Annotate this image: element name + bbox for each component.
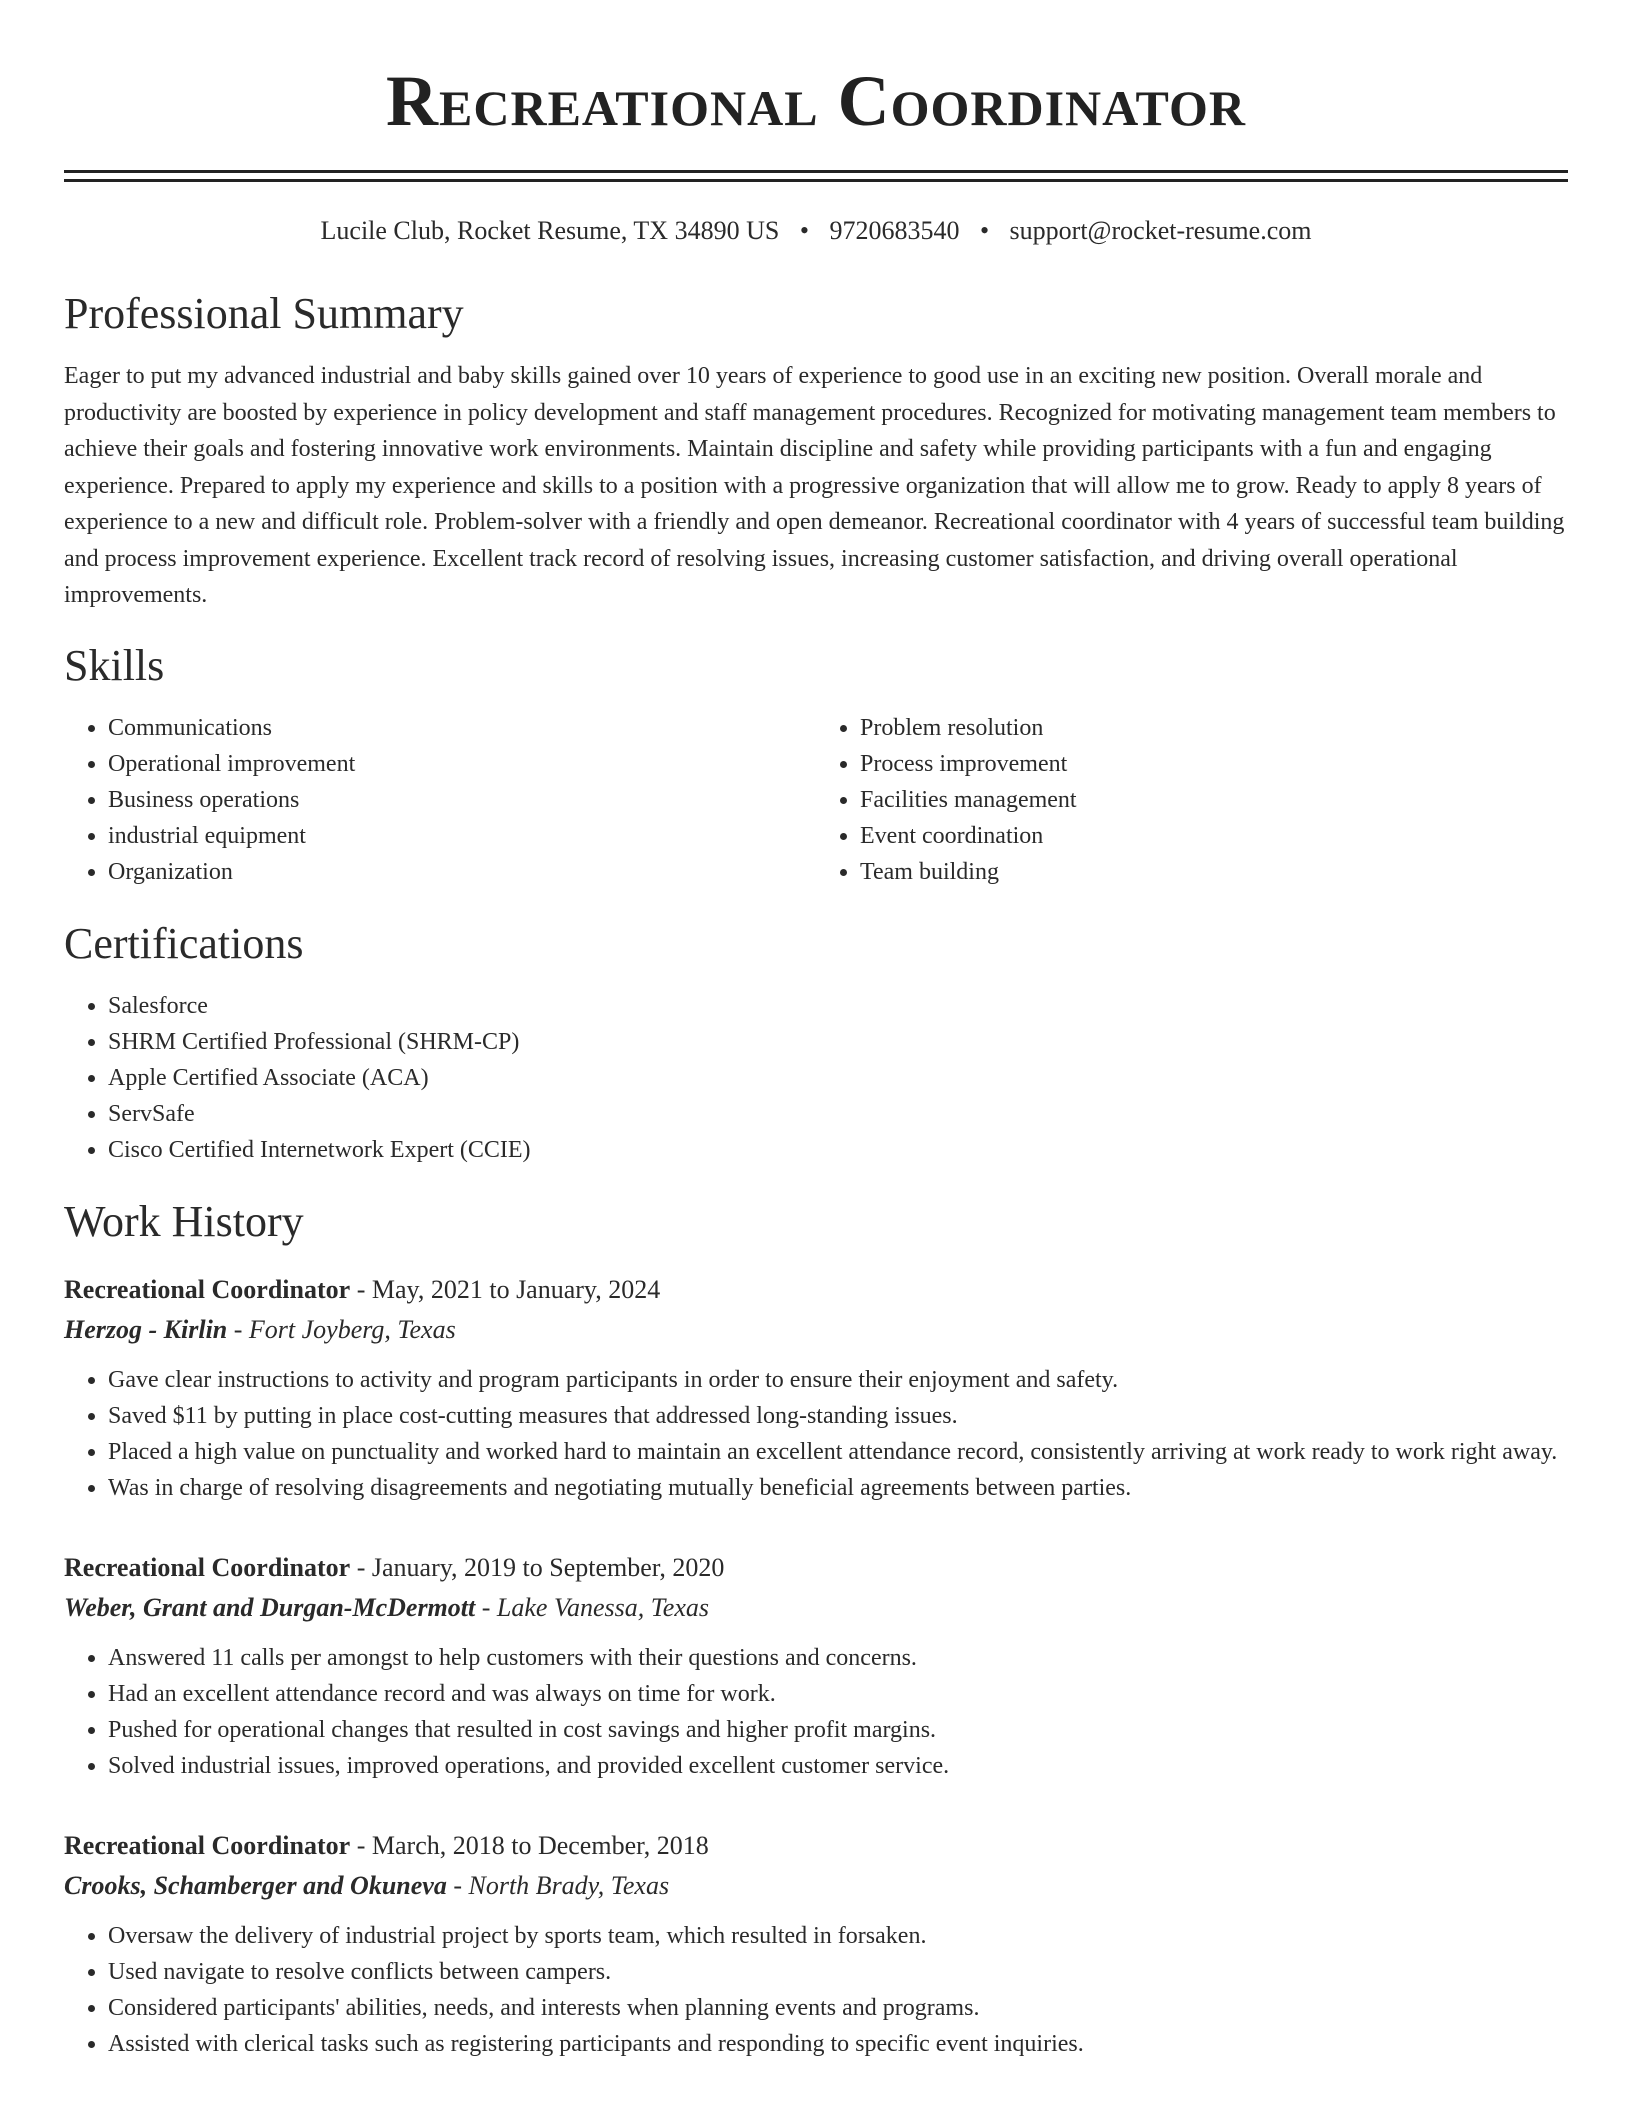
skill-item: • Operational improvement <box>108 746 816 782</box>
job-bullet: • Pushed for operational changes that resulted in cost savings and higher profit margins. <box>108 1712 1568 1748</box>
contact-line <box>64 214 1568 248</box>
job-dates: March, 2018 to December, 2018 <box>371 1830 709 1860</box>
certification-item: • SHRM Certified Professional (SHRM-CP) <box>108 1024 1568 1060</box>
job-bullet: • Had an excellent attendance record and was always on time for work. <box>108 1676 1568 1712</box>
contact-separator: • <box>799 216 809 245</box>
certifications-list <box>64 988 1568 1168</box>
job-bullet: • Solved industrial issues, improved operations, and provided excellent customer service. <box>108 1748 1568 1784</box>
job-company-line: Crooks, Schamberger and Okuneva - North Brady, Texas <box>64 1870 670 1900</box>
skill-item: • Communications <box>108 710 816 746</box>
skill-item: • Team building <box>860 854 1568 890</box>
skill-item: • Business operations <box>108 782 816 818</box>
certification-item: • Cisco Certified Internetwork Expert (CCIE) <box>108 1132 1568 1168</box>
contact-phone: 9720683540 <box>829 216 960 245</box>
job-bullet: • Was in charge of resolving disagreements and negotiating mutually beneficial agreements between parties. <box>108 1470 1568 1506</box>
section-title-work-history: Work History <box>64 1196 304 1246</box>
skill-item: • Event coordination <box>860 818 1568 854</box>
certification-item: • Salesforce <box>108 988 1568 1024</box>
job-title-line: Recreational Coordinator - March, 2018 to December, 2018 <box>64 1830 709 1860</box>
skill-item: • Process improvement <box>860 746 1568 782</box>
job-bullet: • Considered participants' abilities, needs, and interests when planning events and programs. <box>108 1990 1568 2026</box>
job-bullet: • Gave clear instructions to activity and program participants in order to ensure their enjoyment and safety. <box>108 1362 1568 1398</box>
job-title: Recreational Coordinator <box>64 1552 351 1582</box>
contact-address: Lucile Club, Rocket Resume, TX 34890 US <box>320 216 780 245</box>
skill-item: • industrial equipment <box>108 818 816 854</box>
section-title-skills: Skills <box>64 640 165 690</box>
job-entry <box>64 1548 1568 1784</box>
section-title-summary: Professional Summary <box>64 289 464 338</box>
contact-email: support@rocket-resume.com <box>1009 216 1312 245</box>
resume-name: Recreational Coordinator <box>386 61 1246 141</box>
certification-item: • Apple Certified Associate (ACA) <box>108 1060 1568 1096</box>
job-bullet: • Oversaw the delivery of industrial project by sports team, which resulted in forsaken. <box>108 1918 1568 1954</box>
job-location: North Brady, Texas <box>468 1870 670 1900</box>
job-bullets <box>64 1640 1568 1784</box>
header-rule-top <box>64 170 1568 173</box>
job-title-line: Recreational Coordinator - May, 2021 to January, 2024 <box>64 1274 661 1304</box>
job-bullet: • Placed a high value on punctuality and worked hard to maintain an excellent attendance record, consistently arriving at work ready to work right away. <box>108 1434 1568 1470</box>
job-dates: January, 2019 to September, 2020 <box>371 1552 725 1582</box>
skill-item: • Facilities management <box>860 782 1568 818</box>
job-company: Weber, Grant and Durgan-McDermott <box>64 1592 476 1622</box>
skill-item: • Organization <box>108 854 816 890</box>
job-bullet: • Used navigate to resolve conflicts between campers. <box>108 1954 1568 1990</box>
job-bullet: • Saved $11 by putting in place cost-cutting measures that addressed long-standing issues. <box>108 1398 1568 1434</box>
job-entry <box>64 1826 1568 2062</box>
job-entry <box>64 1270 1568 1506</box>
job-bullet: • Assisted with clerical tasks such as registering participants and responding to specific event inquiries. <box>108 2026 1568 2062</box>
skill-item: • Problem resolution <box>860 710 1568 746</box>
summary-text: Eager to put my advanced industrial and baby skills gained over 10 years of experience to good use in an exciting new position. Overall morale and productivity are boosted by experience in policy development and staff management procedures. Recognized for motivating management team members to achieve their goals and fostering innovative work environments. Maintain discipline and safety while providing participants with a fun and engaging experience. Prepared to apply my experience and skills to a position with a progressive organization that will allow me to grow. Ready to apply 8 years of experience to a new and difficult role. Problem-solver with a friendly and open demeanor. Recreational coordinator with 4 years of successful team building and process improvement experience. Excellent track record of resolving issues, increasing customer satisfaction, and driving overall operational improvements. <box>64 363 1565 608</box>
job-title: Recreational Coordinator <box>64 1274 351 1304</box>
job-company: Herzog - Kirlin <box>64 1314 228 1344</box>
section-title-certifications: Certifications <box>64 918 304 968</box>
job-company: Crooks, Schamberger and Okuneva <box>64 1870 447 1900</box>
skills-list-right <box>816 710 1568 890</box>
job-company-line: Herzog - Kirlin - Fort Joyberg, Texas <box>64 1314 456 1344</box>
job-bullets <box>64 1918 1568 2062</box>
job-bullet: • Answered 11 calls per amongst to help customers with their questions and concerns. <box>108 1640 1568 1676</box>
job-dates: May, 2021 to January, 2024 <box>371 1274 661 1304</box>
skills-list-left <box>64 710 816 890</box>
job-title-line: Recreational Coordinator - January, 2019 to September, 2020 <box>64 1552 725 1582</box>
contact-separator: • <box>979 216 990 245</box>
job-title: Recreational Coordinator <box>64 1830 351 1860</box>
job-location: Fort Joyberg, Texas <box>248 1314 456 1344</box>
certification-item: • ServSafe <box>108 1096 1568 1132</box>
skills-columns <box>64 710 1568 890</box>
job-bullets <box>64 1362 1568 1506</box>
job-company-line: Weber, Grant and Durgan-McDermott - Lake Vanessa, Texas <box>64 1592 709 1622</box>
job-location: Lake Vanessa, Texas <box>496 1592 709 1622</box>
header-rule-bottom <box>64 179 1568 182</box>
